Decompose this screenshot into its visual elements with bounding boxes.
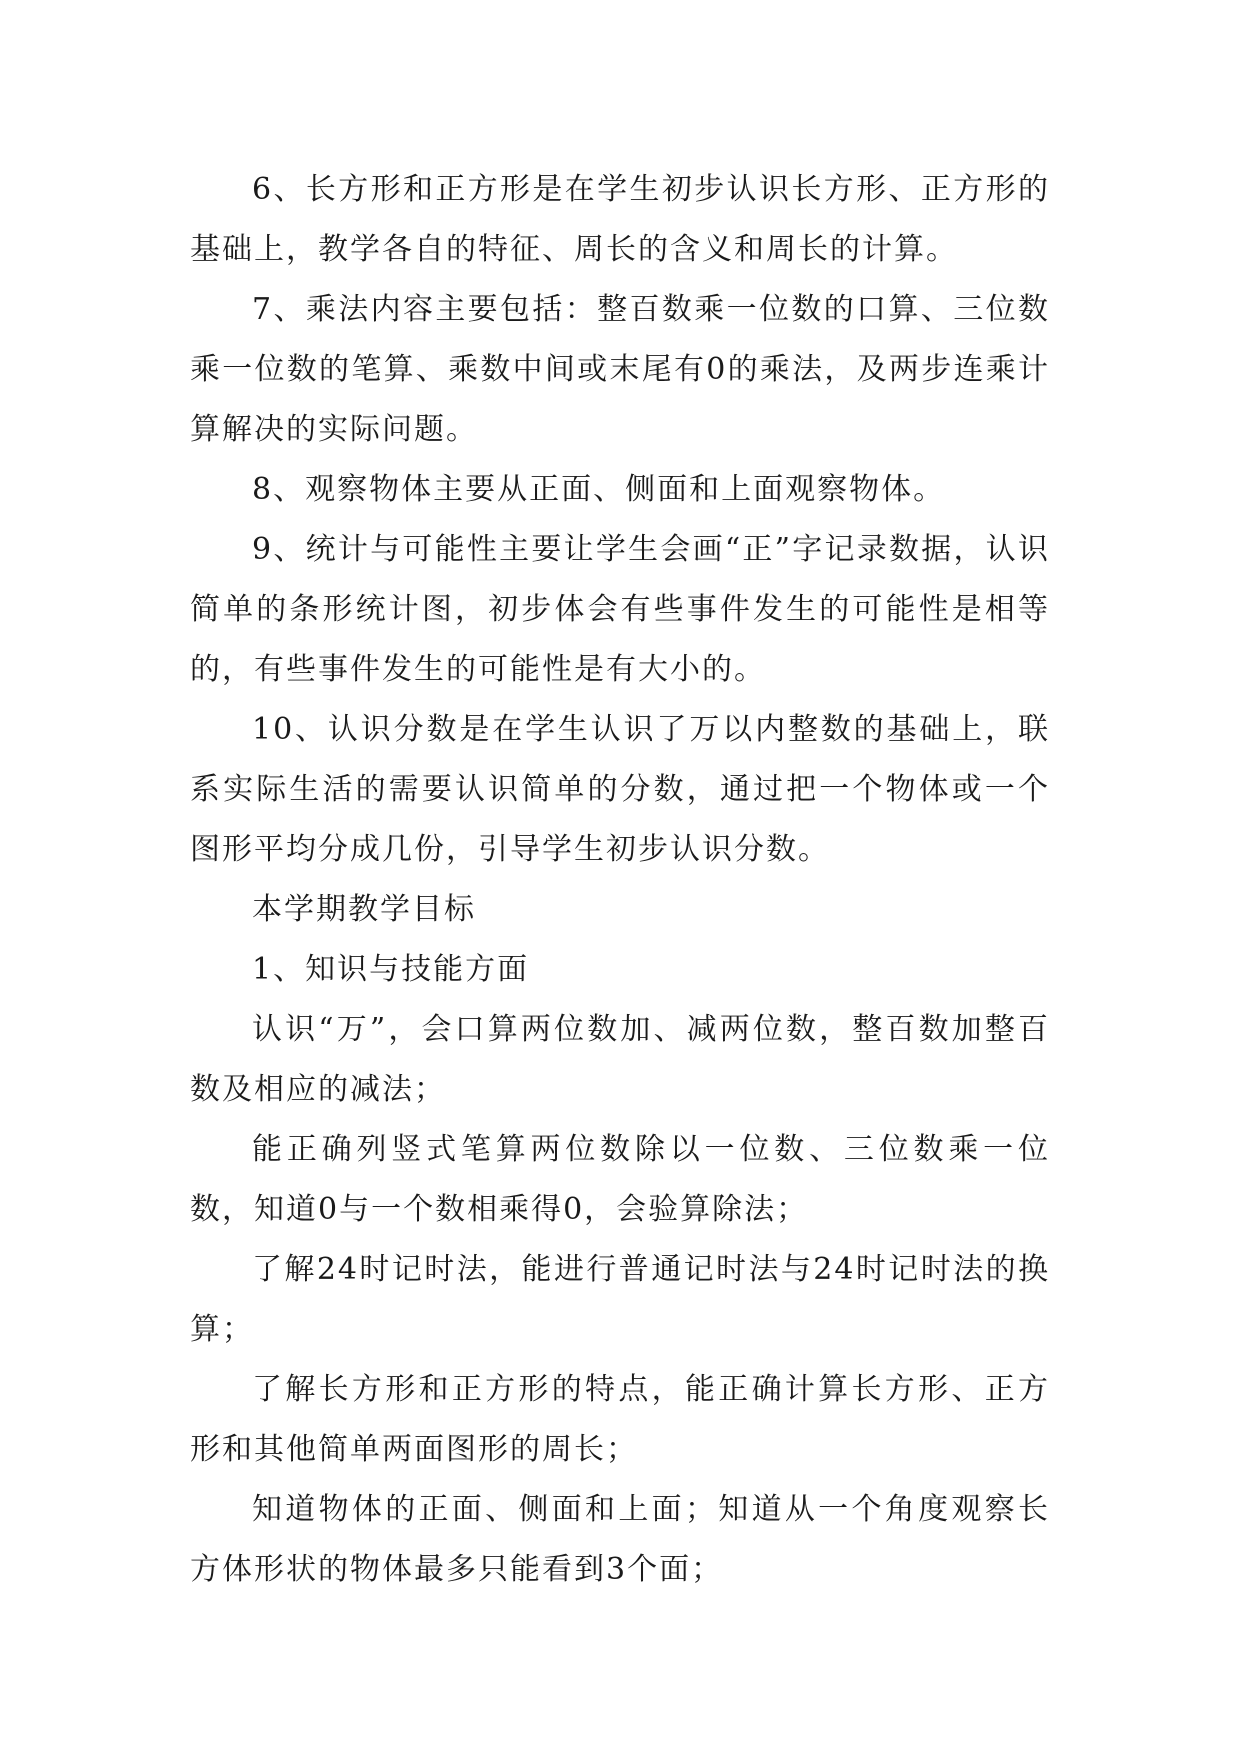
- paragraph-observing-objects: 8、观察物体主要从正面、侧面和上面观察物体。: [252, 472, 946, 507]
- goal-item: 了解长方形和正方形的特点，能正确计算长方形、正方形和其他简单两面图形的周长；: [190, 1372, 1050, 1467]
- subsection-title: 1、知识与技能方面: [252, 952, 530, 987]
- goal-item: 知道物体的正面、侧面和上面；知道从一个角度观察长方体形状的物体最多只能看到3个面；: [190, 1492, 1050, 1587]
- section-title: 本学期教学目标: [252, 892, 476, 927]
- goal-item: 能正确列竖式笔算两位数除以一位数、三位数乘一位数，知道0与一个数相乘得0，会验算除法；: [190, 1132, 1050, 1227]
- document-body: [190, 160, 1050, 1600]
- goal-item: 了解24时记时法，能进行普通记时法与24时记时法的换算；: [190, 1252, 1050, 1347]
- paragraph-statistics-probability: 9、统计与可能性主要让学生会画“正”字记录数据，认识简单的条形统计图，初步体会有些事件发生的可能性是相等的，有些事件发生的可能性是有大小的。: [190, 532, 1050, 687]
- paragraph-multiplication: 7、乘法内容主要包括：整百数乘一位数的口算、三位数乘一位数的笔算、乘数中间或末尾有0的乘法，及两步连乘计算解决的实际问题。: [190, 292, 1050, 447]
- paragraph-fractions: 10、认识分数是在学生认识了万以内整数的基础上，联系实际生活的需要认识简单的分数，通过把一个物体或一个图形平均分成几份，引导学生初步认识分数。: [190, 712, 1050, 867]
- goal-item: 认识“万”，会口算两位数加、减两位数，整百数加整百数及相应的减法；: [190, 1012, 1050, 1107]
- paragraph-rectangle-square: 6、长方形和正方形是在学生初步认识长方形、正方形的基础上，教学各自的特征、周长的含义和周长的计算。: [190, 172, 1050, 267]
